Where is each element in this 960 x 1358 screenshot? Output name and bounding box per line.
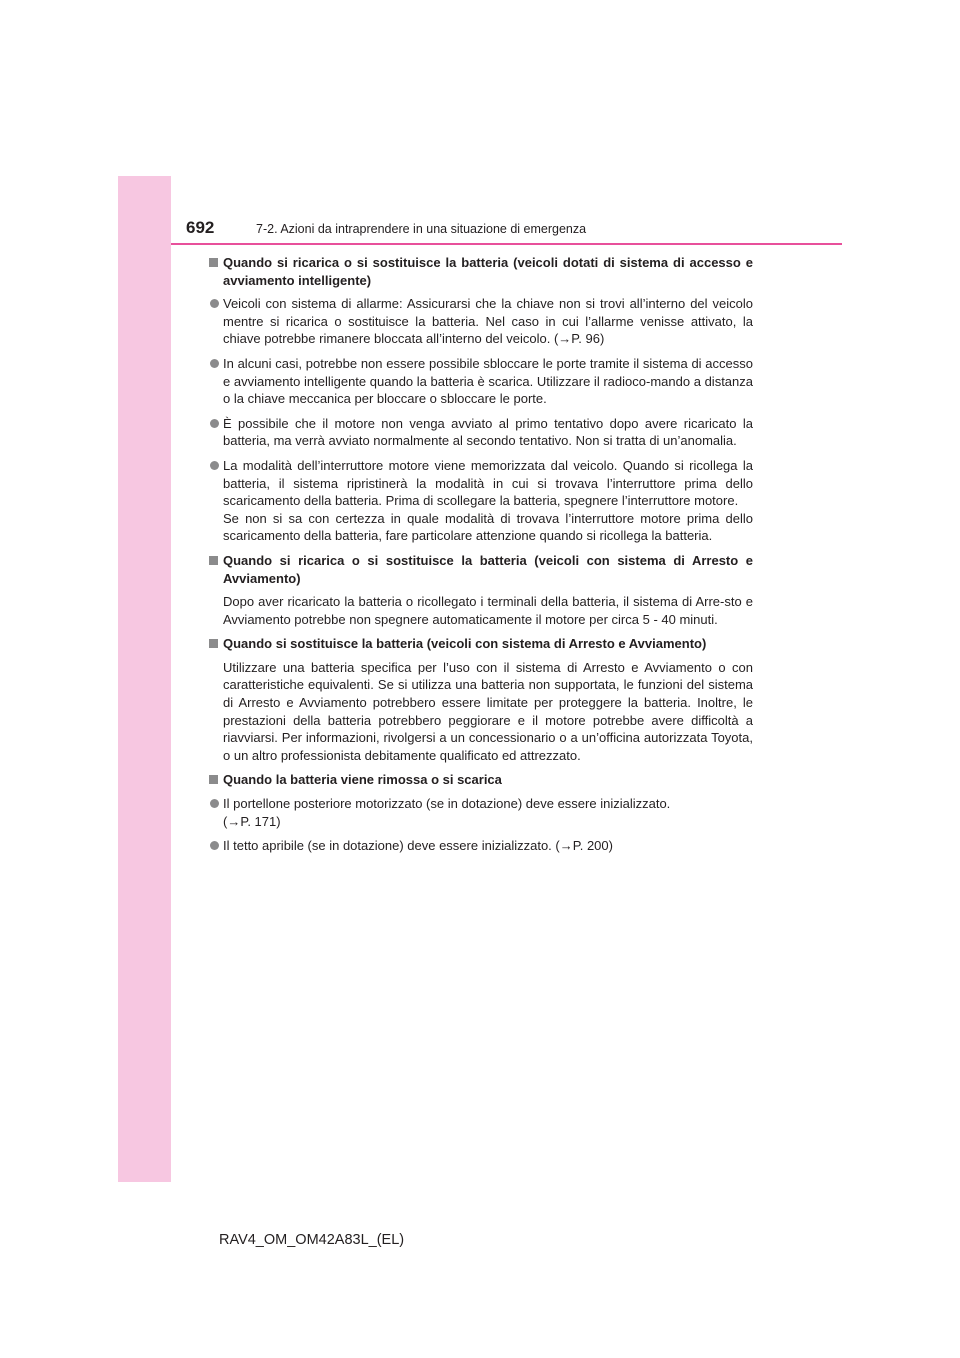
- section-title: 7-2. Azioni da intraprendere in una situazione di emergenza: [256, 222, 587, 236]
- list-item: [209, 355, 753, 408]
- section-heading: Quando si sostituisce la batteria (veicoli con sistema di Arresto e Avviamento): [209, 635, 753, 653]
- list-item-text: Se non si sa con certezza in quale modalità di trovava l’interruttore motore prima dello scaricamento della batteria, fare particolare attenzione quando si ricollega la batteria.: [223, 510, 753, 544]
- circle-bullet-icon: [210, 841, 219, 850]
- page-reference: (→P. 171): [223, 813, 281, 829]
- circle-bullet-icon: [210, 299, 219, 308]
- section-battery-removed: [209, 771, 753, 854]
- list-item-text: Il portellone posteriore motorizzato (se in dotazione) deve essere inizializzato.: [223, 796, 671, 812]
- document-code: RAV4_OM_OM42A83L_(EL): [219, 1232, 405, 1248]
- header-divider: [171, 243, 842, 245]
- list-item: [209, 795, 753, 830]
- circle-bullet-icon: [210, 359, 219, 368]
- section-heading: Quando si ricarica o si sostituisce la batteria (veicoli con sistema di Arresto e Avviamento): [209, 552, 753, 587]
- section-battery-replacement: [209, 635, 753, 764]
- list-item: [209, 295, 753, 348]
- circle-bullet-icon: [210, 461, 219, 470]
- section-battery-stop-start: [209, 552, 753, 628]
- section-paragraph: Dopo aver ricaricato la batteria o ricollegato i terminali della batteria, il sistema di Arre-sto e Avviamento potrebbe non spegnere automaticamente il motore per circa 5 - 40 minuti.: [223, 594, 753, 627]
- square-bullet-icon: [209, 556, 218, 565]
- list-item-text: In alcuni casi, potrebbe non essere possibile sbloccare le porte tramite il sistema di accesso e avviamento intelligente quando la batteria è scarica. Utilizzare il radioco-mando a distanza o la chiave meccanica per bloccare o sbloccare le porte.: [223, 355, 753, 407]
- section-paragraph: Utilizzare una batteria specifica per l’uso con il sistema di Arresto e Avviamento o con caratteristiche equivalenti. Se si utilizza una batteria non supportata, le funzioni del sistema di Arresto e Avviamento potrebbero essere limitate per proteggere la batteria. Inoltre, le prestazioni della batteria potrebbero peggiorare e il motore potrebbe avere difficoltà a riavviarsi. Per informazioni, rivolgersi a un concessionario o a un’officina autorizzata Toyota, o un altro professionista debitamente qualificato ed attrezzato.: [223, 659, 753, 763]
- list-item-text: La modalità dell’interruttore motore viene memorizzata dal veicolo. Quando si ricollega la batteria, il sistema ripristinerà la modalità in cui si trovava l’interruttore prima dello scaricamento della batteria. Prima di scollegare la batteria, spegnere l’interruttore motore.: [223, 457, 753, 509]
- list-item-text: È possibile che il motore non venga avviato al primo tentativo dopo avere ricaricato la batteria, ma verrà avviato normalmente al secondo tentativo. Non si tratta di un’anomalia.: [223, 415, 753, 449]
- circle-bullet-icon: [210, 419, 219, 428]
- square-bullet-icon: [209, 258, 218, 267]
- section-heading: Quando la batteria viene rimossa o si scarica: [209, 771, 753, 789]
- chapter-tab-band: [118, 176, 171, 1182]
- list-item: [209, 457, 753, 545]
- section-heading: Quando si ricarica o si sostituisce la batteria (veicoli dotati di sistema di accesso e avviamento intelligente): [209, 254, 753, 289]
- section-battery-smart-key: [209, 254, 753, 545]
- circle-bullet-icon: [210, 799, 219, 808]
- page-number: 692: [186, 218, 215, 237]
- list-item-text: Il tetto apribile (se in dotazione) deve essere inizializzato. (→P. 200): [223, 838, 613, 854]
- page-content: [209, 254, 753, 862]
- list-item-text: Veicoli con sistema di allarme: Assicurarsi che la chiave non si trovi all’interno del veicolo mentre si ricarica o sostituisce la batteria. Nel caso in cui l’allarme venisse attivato, la chiave potrebbe rimanere bloccata all’interno del veicolo. (→P. 96): [223, 296, 753, 347]
- list-item: [209, 837, 753, 855]
- list-item: [209, 415, 753, 450]
- square-bullet-icon: [209, 775, 218, 784]
- square-bullet-icon: [209, 639, 218, 648]
